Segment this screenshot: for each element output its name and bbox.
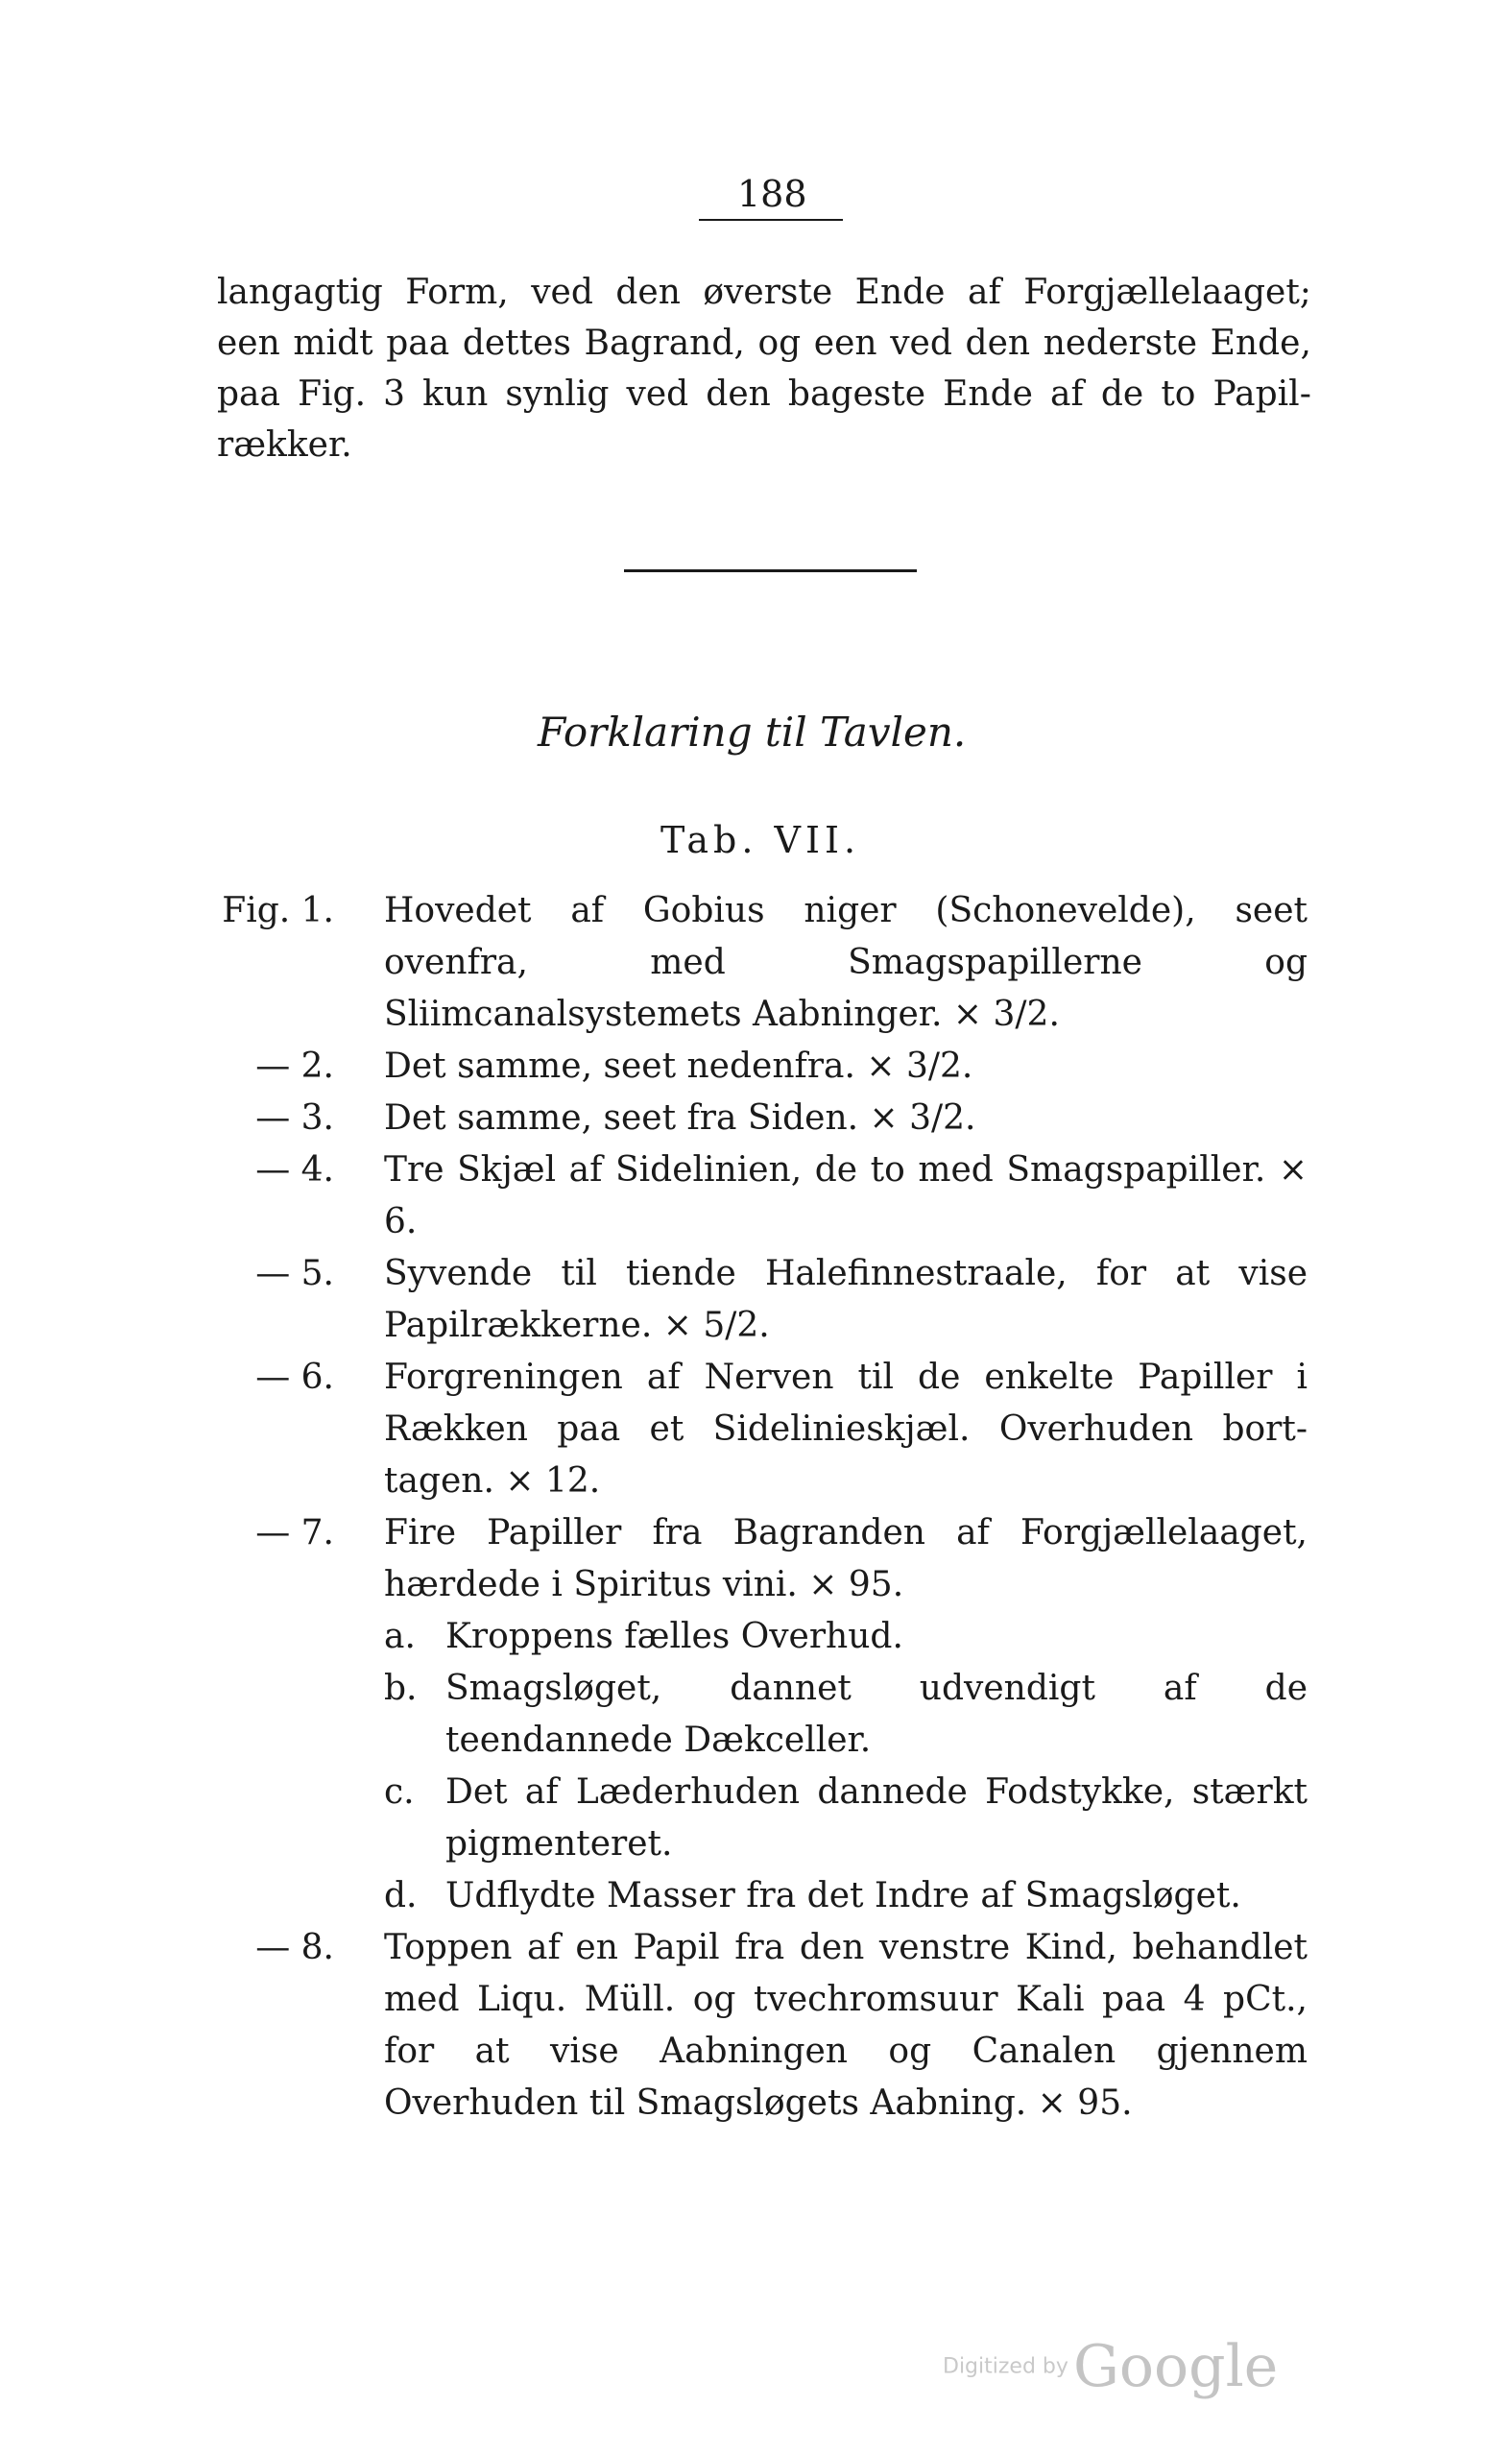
intro-word: ved: [531, 273, 593, 312]
sub-entry-letter: b.: [384, 1669, 418, 1708]
intro-word: midt: [293, 324, 373, 363]
intro-word: een: [813, 324, 877, 363]
intro-word: af: [1050, 374, 1084, 414]
legend-entry: [0, 1041, 1512, 1093]
sub-entry-letter: a.: [384, 1617, 416, 1656]
sub-entry-text: Udflydte Masser fra det Indre af Smagsløget.: [445, 1876, 1241, 1915]
entry-text: Toppen af en Papil fra den venstre Kind, behandlet med Liqu. Müll. og tvechromsuur Kali paa 4 pCt., for at vise Aabningen og Canalen gjennem Overhuden til Smagsløgets Aabning. × 95.: [384, 1928, 1308, 2123]
digitized-watermark: [943, 2333, 1278, 2400]
page-number: 188: [737, 173, 807, 215]
legend-sub-entry: [0, 1663, 1512, 1767]
legend-entry: [0, 1507, 1512, 1611]
section-separator: [624, 569, 917, 572]
intro-word: synlig: [505, 374, 610, 414]
section-title: Forklaring til Tavlen.: [538, 709, 967, 756]
intro-word: Papil-: [1212, 374, 1311, 414]
intro-paragraph: [217, 267, 1311, 470]
entry-text: Hovedet af Gobius niger (Schonevelde), seet ovenfra, med Smagspapillerne og Sliimcanalsystemets Aabninger. × 3/2.: [384, 891, 1308, 1034]
intro-word: een: [217, 324, 280, 363]
sub-entry-text: Kroppens fælles Overhud.: [445, 1617, 903, 1656]
entry-text: Forgreningen af Nerven til de enkelte Papiller i Rækken paa et Sidelinieskjæl. Overhuden bort-tagen. × 12.: [384, 1358, 1308, 1501]
intro-word: de: [1100, 374, 1144, 414]
intro-word: den: [615, 273, 681, 312]
legend-entry: [0, 1144, 1512, 1248]
intro-word: rækker.: [217, 425, 352, 465]
intro-line: [217, 267, 1311, 318]
entry-text: Tre Skjæl af Sidelinien, de to med Smagspapiller. × 6.: [384, 1150, 1308, 1241]
legend-sub-entry: [0, 1870, 1512, 1922]
intro-word: Ende: [854, 273, 946, 312]
sub-entry-letter: d.: [384, 1876, 418, 1915]
entry-number: — 4.: [255, 1150, 334, 1190]
entry-text: Det samme, seet fra Siden. × 3/2.: [384, 1098, 976, 1138]
legend-sub-entry: [0, 1611, 1512, 1663]
intro-line: [217, 318, 1311, 369]
intro-word: to: [1161, 374, 1196, 414]
intro-word: bageste: [787, 374, 926, 414]
intro-word: øverste: [703, 273, 833, 312]
entry-number: — 8.: [255, 1928, 334, 1967]
intro-word: Bagrand,: [584, 324, 745, 363]
intro-word: den: [965, 324, 1031, 363]
intro-word: og: [757, 324, 802, 363]
intro-word: kun: [422, 374, 489, 414]
entry-number: — 2.: [255, 1047, 334, 1086]
intro-line: [217, 369, 1311, 420]
entry-text: Fire Papiller fra Bagranden af Forgjællelaaget, hærdede i Spiritus vini. × 95.: [384, 1513, 1308, 1604]
entry-number: — 5.: [255, 1254, 334, 1293]
entry-number: — 6.: [255, 1358, 334, 1397]
entry-number: Fig. 1.: [222, 891, 334, 930]
intro-word: 3: [383, 374, 406, 414]
legend-sub-entry: [0, 1767, 1512, 1870]
plate-label: Tab. VII.: [660, 819, 861, 861]
intro-word: Form,: [405, 273, 509, 312]
legend-entry: [0, 1248, 1512, 1352]
intro-word: Ende,: [1210, 324, 1311, 363]
sub-entry-text: Det af Læderhuden dannede Fodstykke, stærkt pigmenteret.: [445, 1772, 1308, 1864]
intro-word: langagtig: [217, 273, 383, 312]
intro-word: ved: [890, 324, 952, 363]
intro-word: af: [967, 273, 1001, 312]
entry-number: — 7.: [255, 1513, 334, 1552]
intro-word: dettes: [462, 324, 571, 363]
entry-text: Det samme, seet nedenfra. × 3/2.: [384, 1047, 973, 1086]
intro-line: [217, 420, 1311, 470]
intro-word: paa: [217, 374, 280, 414]
intro-word: nederste: [1043, 324, 1197, 363]
intro-word: Forgjællelaaget;: [1023, 273, 1311, 312]
entry-text: Syvende til tiende Halefinnestraale, for at vise Papilrækkerne. × 5/2.: [384, 1254, 1308, 1345]
figure-legend: [0, 885, 1512, 2130]
page-number-underline: [699, 219, 843, 221]
google-logo: Google: [1073, 2333, 1279, 2400]
legend-entry: [0, 1352, 1512, 1507]
intro-word: Ende: [943, 374, 1033, 414]
intro-word: Fig.: [298, 374, 367, 414]
intro-word: ved: [626, 374, 689, 414]
legend-entry: [0, 1093, 1512, 1144]
intro-word: paa: [386, 324, 450, 363]
watermark-prefix: Digitized by: [943, 2354, 1068, 2379]
entry-number: — 3.: [255, 1098, 334, 1138]
sub-entry-letter: c.: [384, 1772, 415, 1812]
intro-word: den: [706, 374, 771, 414]
sub-entry-text: Smagsløget, dannet udvendigt af de teendannede Dækceller.: [445, 1669, 1308, 1760]
legend-entry: [0, 885, 1512, 1041]
legend-entry: [0, 1922, 1512, 2130]
